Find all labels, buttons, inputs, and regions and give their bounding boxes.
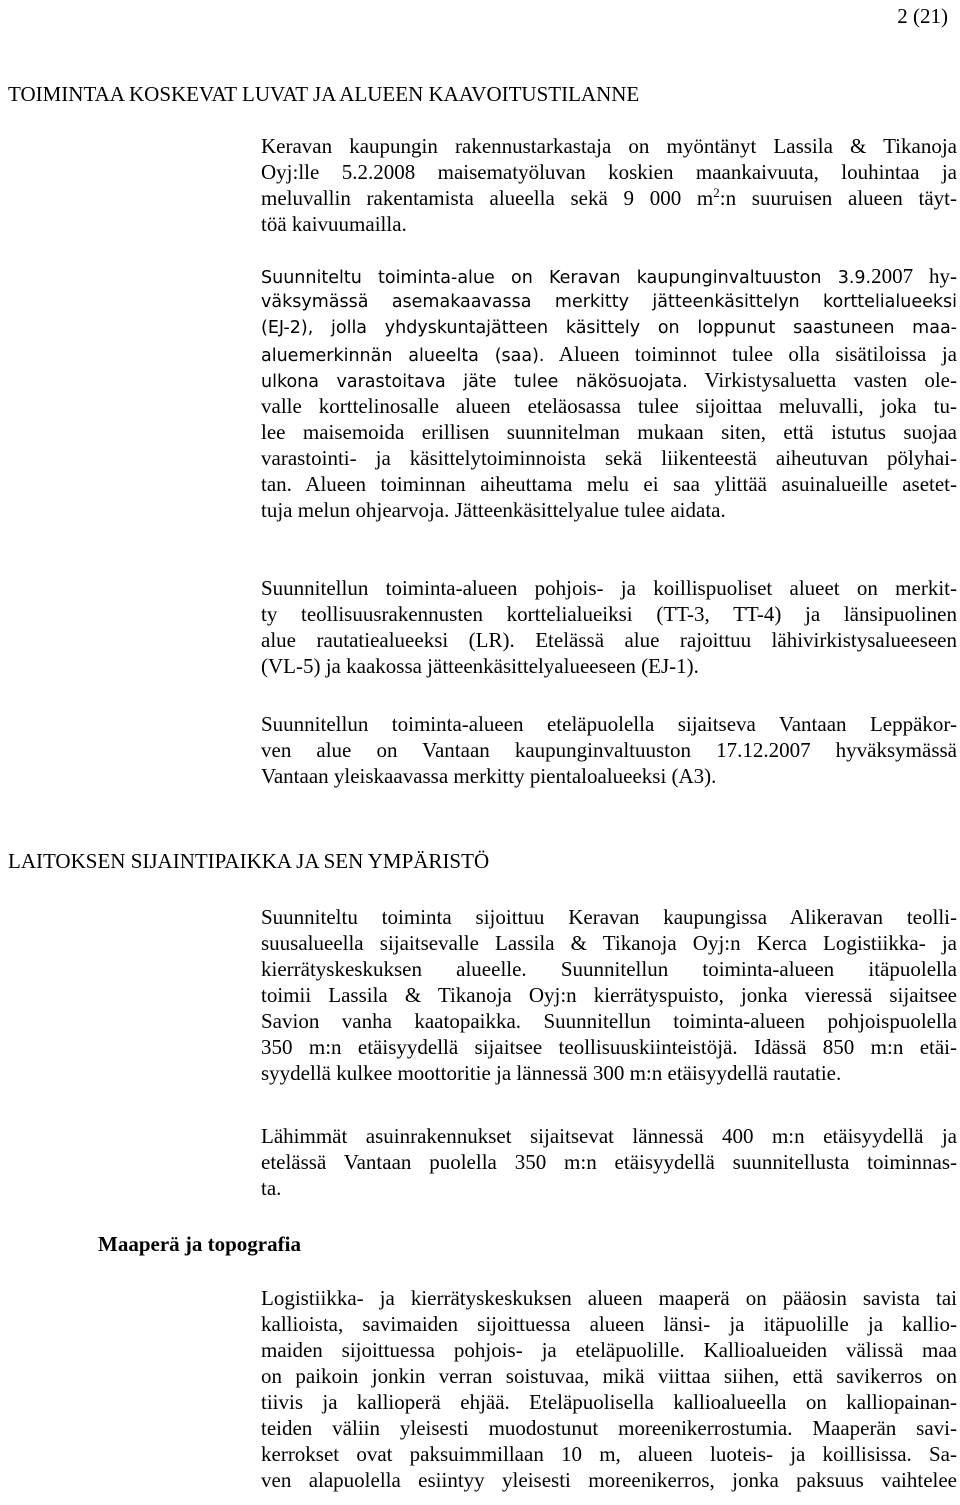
subheading-soil-topography: Maaperä ja topografia — [98, 1232, 301, 1256]
text-line: maiden sijoittuessa pohjois- ja eteläpuolille. Kallioalueiden välissä maa — [261, 1338, 957, 1362]
text-line: Oyj:lle 5.2.2008 maisematyöluvan koskien maankaivuuta, louhintaa ja — [261, 160, 957, 184]
section-heading-permits: TOIMINTAA KOSKEVAT LUVAT JA ALUEEN KAAVOITUSTILANNE — [8, 82, 640, 106]
text-line: ven alapuolella esiintyy yleisesti moreenikerros, jonka paksuus vaihtelee — [261, 1468, 957, 1492]
text-line: ven alue on Vantaan kaupunginvaltuuston 17.12.2007 hyväksymässä — [261, 738, 957, 762]
paragraph-soil — [261, 1285, 957, 1493]
text-line: Logistiikka- ja kierrätyskeskuksen alueen maaperä on pääosin savista tai — [261, 1286, 957, 1310]
text-line: alue rautatiealueeksi (LR). Etelässä alue rajoittuu lähivirkistysalueeseen — [261, 628, 957, 652]
text-line: (VL-5) ja kaakossa jätteenkäsittelyalueeseen (EJ-1). — [261, 654, 699, 678]
text-line: tan. Alueen toiminnan aiheuttama melu ei saa ylittää asuinalueille asetet- — [261, 472, 957, 496]
text-line: (EJ-2), jolla yhdyskuntajätteen käsittely on loppunut saastuneen maa- — [261, 318, 957, 338]
text-line: Suunniteltu toiminta-alue on Keravan kaupunginvaltuuston 3.9.2007 hy- — [261, 264, 957, 288]
text-line: tuja melun ohjearvoja. Jätteenkäsittelyalue tulee aidata. — [261, 498, 726, 522]
text-line: Keravan kaupungin rakennustarkastaja on myöntänyt Lassila & Tikanoja — [261, 134, 957, 158]
text-line: kallioista, savimaiden sijoittuessa alueen länsi- ja itäpuolille ja kallio- — [261, 1312, 957, 1336]
text-line: ulkona varastoitava jäte tulee näkösuojata. Virkistysaluetta vasten ole- — [261, 368, 957, 392]
paragraph-residences — [261, 1123, 957, 1201]
text-line: teiden väliin yleisesti muodostunut moreenikerrostumia. Maaperän savi- — [261, 1416, 957, 1440]
section-heading-location: LAITOKSEN SIJAINTIPAIKKA JA SEN YMPÄRISTÖ — [8, 849, 490, 873]
text-line: ty teollisuusrakennusten korttelialueiksi (TT-3, TT-4) ja länsipuolinen — [261, 602, 957, 626]
text-line: aluemerkinnän alueelta (saa). Alueen toiminnot tulee olla sisätiloissa ja — [261, 342, 957, 366]
superscript: 2 — [713, 185, 720, 200]
text-line: varastointi- ja käsittelytoiminnoista sekä liikenteestä aiheutuvan pölyhai- — [261, 446, 957, 470]
paragraph-zoning — [261, 263, 957, 523]
text-line: Suunnitellun toiminta-alueen pohjois- ja koillispuoliset alueet on merkit- — [261, 576, 957, 600]
text-line: meluvallin rakentamista alueella sekä 9 000 $m^2:n$ suuruisen alueen täyt- — [261, 185, 957, 210]
text-line: syydellä kulkee moottoritie ja lännessä 300 m:n etäisyydellä rautatie. — [261, 1061, 842, 1085]
text-line: ta. — [261, 1176, 282, 1200]
text-line: valle korttelinosalle alueen eteläosassa tulee sijoittaa meluvalli, joka tu- — [261, 394, 957, 418]
text-line: Savion vanha kaatopaikka. Suunnitellun toiminta-alueen pohjoispuolella — [261, 1009, 957, 1033]
text-line: on paikoin jonkin verran soistuvaa, mikä viittaa siihen, että savikerros on — [261, 1364, 957, 1388]
text-line: kierrätyskeskuksen alueelle. Suunnitellun toiminta-alueen itäpuolella — [261, 957, 957, 981]
text-line: tiivis ja kallioperä ehjää. Eteläpuolisella kallioalueella on kalliopainan- — [261, 1390, 957, 1414]
text-line: Lähimmät asuinrakennukset sijaitsevat lännessä 400 m:n etäisyydellä ja — [261, 1124, 957, 1148]
text-line: kerrokset ovat paksuimmillaan 10 m, alueen luoteis- ja koillisissa. Sa- — [261, 1442, 957, 1466]
text-line: 350 m:n etäisyydellä sijaitsee teollisuuskiinteistöjä. Idässä 850 m:n etäi- — [261, 1035, 957, 1059]
page-number: 2 (21) — [897, 4, 948, 28]
paragraph-vantaa — [261, 711, 957, 789]
text-line: väksymässä asemakaavassa merkitty jätteenkäsittelyn korttelialueeksi — [261, 292, 957, 312]
text-line: etelässä Vantaan puolella 350 m:n etäisyydellä suunnitellusta toiminnas- — [261, 1150, 957, 1174]
text-line: lee maisemoida erillisen suunnitelman mukaan siten, että istutus suojaa — [261, 420, 957, 444]
text-line: toimii Lassila & Tikanoja Oyj:n kierrätyspuisto, jonka vieressä sijaitsee — [261, 983, 957, 1007]
text-line: Vantaan yleiskaavassa merkitty pientaloalueeksi (A3). — [261, 764, 717, 788]
paragraph-neighbour-zones — [261, 575, 957, 679]
paragraph-location — [261, 904, 957, 1086]
text-line: Suunniteltu toiminta sijoittuu Keravan kaupungissa Alikeravan teolli- — [261, 905, 957, 929]
text-line: Suunnitellun toiminta-alueen eteläpuolella sijaitseva Vantaan Leppäkor- — [261, 712, 957, 736]
text-line: suusalueella sijaitsevalle Lassila & Tikanoja Oyj:n Kerca Logistiikka- ja — [261, 931, 957, 955]
paragraph-permit — [261, 133, 957, 237]
text-line: töä kaivuumailla. — [261, 212, 407, 236]
